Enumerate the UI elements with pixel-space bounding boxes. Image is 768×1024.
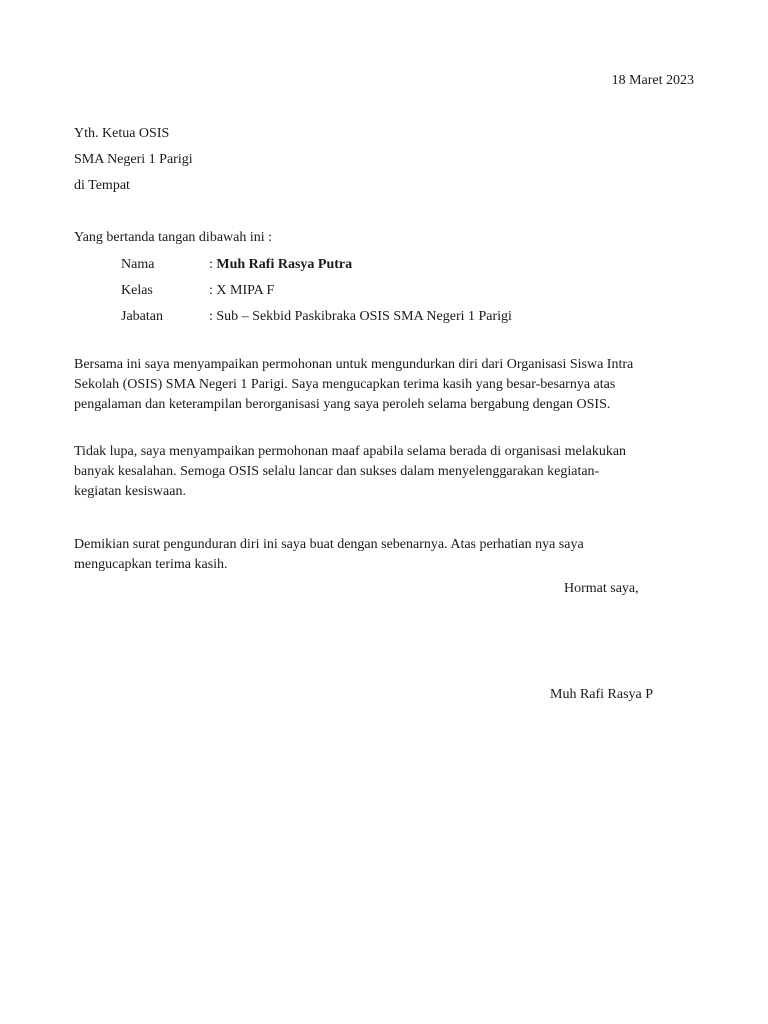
paragraph-line: Tidak lupa, saya menyampaikan permohonan maaf apabila selama berada di organisasi melakukan [74, 444, 627, 459]
name-label: Nama [121, 257, 155, 272]
class-separator: : [209, 283, 213, 298]
class-label: Kelas [121, 283, 153, 298]
position-separator: : [209, 309, 213, 324]
position-row-value [209, 307, 512, 327]
paragraph-line: Demikian surat pengunduran diri ini saya buat dengan sebenarnya. Atas perhatian nya saya [74, 537, 584, 552]
name-separator: : [209, 257, 213, 272]
letter-date: 18 Maret 2023 [611, 73, 694, 88]
name-row-value [209, 255, 352, 275]
paragraph-closing [74, 535, 699, 575]
paragraph-line: banyak kesalahan. Semoga OSIS selalu lancar dan sukses dalam menyelenggarakan kegiatan- [74, 464, 600, 479]
name-value: Muh Rafi Rasya Putra [216, 257, 353, 272]
class-value: X MIPA F [216, 283, 275, 298]
paragraph-line: Sekolah (OSIS) SMA Negeri 1 Parigi. Saya mengucapkan terima kasih yang besar-besarnya atas [74, 377, 616, 392]
paragraph-line: pengalaman dan keterampilan berorganisasi yang saya peroleh selama bergabung dengan OSIS. [74, 397, 611, 412]
recipient-line-2: SMA Negeri 1 Parigi [74, 152, 193, 167]
recipient-line-3: di Tempat [74, 178, 130, 193]
closing-salutation: Hormat saya, [564, 581, 639, 596]
position-label: Jabatan [121, 309, 163, 324]
paragraph-resignation [74, 355, 699, 415]
paragraph-apology [74, 442, 699, 502]
recipient-line-1: Yth. Ketua OSIS [74, 126, 170, 141]
paragraph-line: kegiatan kesiswaan. [74, 484, 186, 499]
class-row-value [209, 281, 274, 301]
paragraph-line: mengucapkan terima kasih. [74, 557, 228, 572]
paragraph-line: Bersama ini saya menyampaikan permohonan untuk mengundurkan diri dari Organisasi Siswa Intra [74, 357, 634, 372]
signer-name: Muh Rafi Rasya P [550, 687, 654, 702]
intro-line: Yang bertanda tangan dibawah ini : [74, 230, 273, 245]
position-value: Sub – Sekbid Paskibraka OSIS SMA Negeri 1 Parigi [216, 309, 512, 324]
